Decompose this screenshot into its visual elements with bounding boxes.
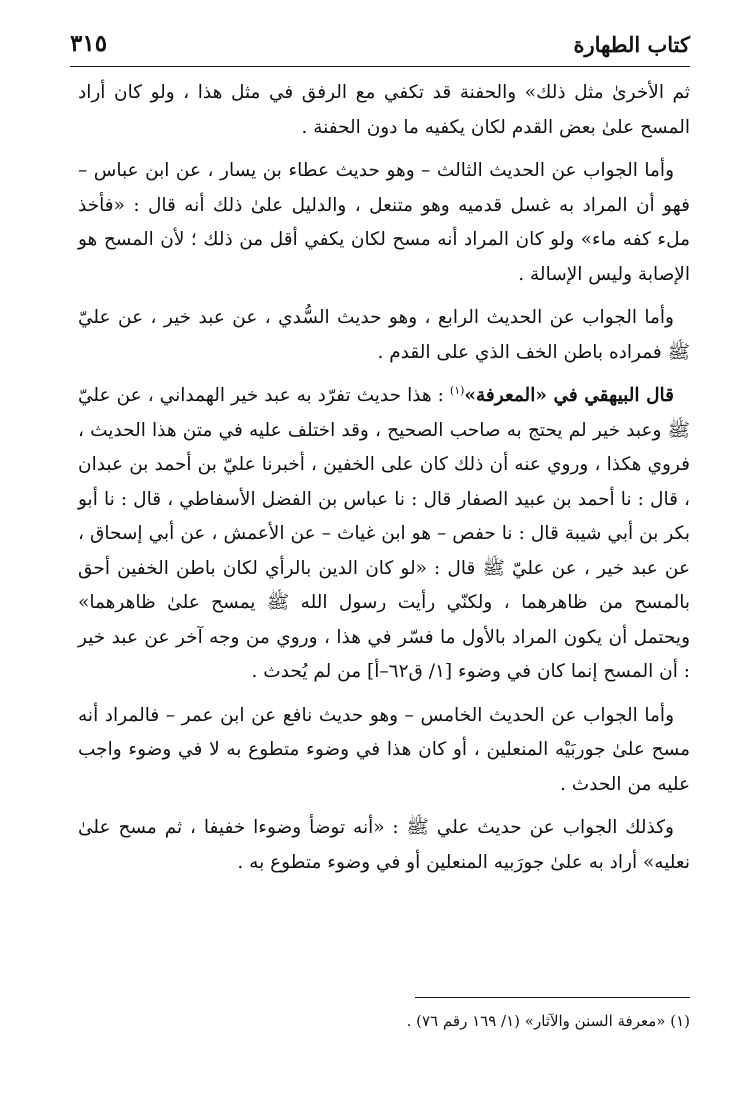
paragraph: ثم الأخرىٰ مثل ذلك» والحفنة قد تكفي مع الرفق في مثل هذا ، ولو كان أراد المسح علىٰ بعض القدم لكان يكفيه ما دون الحفنة . <box>78 82 690 138</box>
chapter-title: كتاب الطهارة <box>573 32 690 57</box>
bayhaqi-lead: قال البيهقي في «المعرفة» <box>464 385 674 406</box>
paragraph: وأما الجواب عن الحديث الثالث – وهو حديث عطاء بن يسار ، عن ابن عباس – فهو أن المراد به غسل قدميه وهو متنعل ، والدليل علىٰ ذلك أنه قال : «فأخذ ملء كفه ماء» ولو كان المراد أنه مسح لكان يكفي أقل من ذلك ؛ لأن المسح هو الإصابة وليس الإسالة . <box>78 160 690 285</box>
paragraph: وأما الجواب عن الحديث الخامس – وهو حديث نافع عن ابن عمر – فالمراد أنه مسح علىٰ جوربَيْه المنعلين ، أو كان هذا في وضوء متطوع به لا في وضوء واجب عليه من الحدث . <box>78 704 690 795</box>
footnote-rule <box>415 997 690 998</box>
paragraph <box>78 379 690 690</box>
footnote-ref[interactable]: (١) <box>449 383 465 397</box>
page-number: ٣١٥ <box>70 30 108 57</box>
header-rule <box>70 66 690 67</box>
main-text <box>78 76 690 889</box>
page-header <box>70 28 690 62</box>
paragraph: وأما الجواب عن الحديث الرابع ، وهو حديث السُّدي ، عن عبد خير ، عن عليّ ﷺ فمراده باطن الخف الذي على القدم . <box>78 307 690 363</box>
paragraph-body: : هذا حديث تفرّد به عبد خير الهمداني ، عن عليّ ﷺ وعبد خير لم يحتج به صاحب الصحيح ، وقد اختلف عليه في متن هذا الحديث ، فروي هكذا ، وروي عنه أن ذلك كان على الخفين ، أخبرنا عليّ بن أحمد بن عبدان ، قال : نا أحمد بن عبيد الصفار قال : نا عباس بن الفضل الأسفاطي ، قال : نا أبو بكر بن أبي شيبة قال : نا حفص – هو ابن غياث – عن الأعمش ، عن أبي إسحاق ، عن عبد خير ، عن عليّ ﷺ قال : «لو كان الدين بالرأي لكان باطن الخفين أحق بالمسح من ظاهرهما ، ولكنّي رأيت رسول الله ﷺ يمسح علىٰ ظاهرهما» ويحتمل أن يكون المراد بالأول ما فسّر في هذا ، وروي من وجه آخر عن عبد خير : أن المسح إنما كان في وضوء [١/ ق٦٢–أ] من لم يُحدث . <box>78 385 690 682</box>
paragraph: وكذلك الجواب عن حديث علي ﷺ : «أنه توضأ وضوءا خفيفا ، ثم مسح علىٰ نعليه» أراد به علىٰ جورَبيه المنعلين أو في وضوء متطوع به . <box>78 817 690 873</box>
footnote: (١) «معرفة السنن والآثار» (١/ ١٦٩ رقم ٧٦) . <box>406 1012 690 1030</box>
